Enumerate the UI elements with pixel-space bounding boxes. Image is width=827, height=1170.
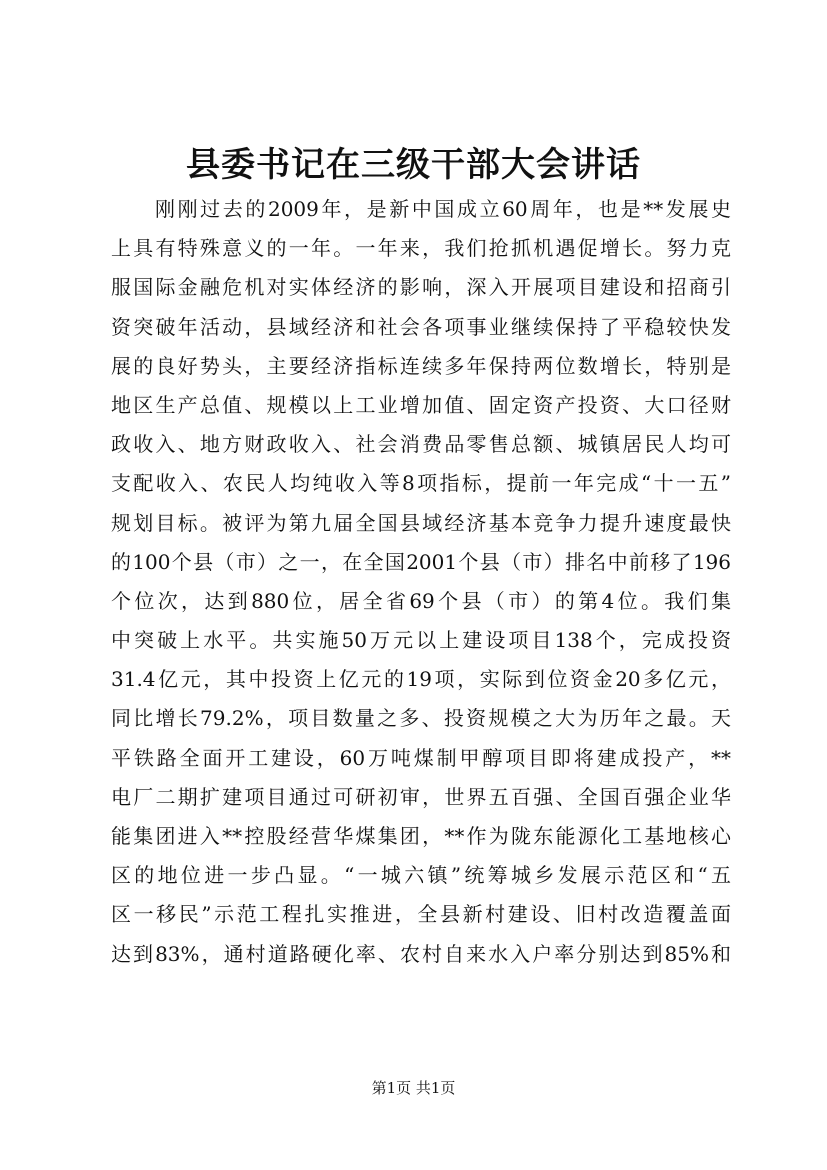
body-line: 区的地位进一步凸显。“一城六镇”统筹城乡发展示范区和“五 xyxy=(111,863,731,888)
body-line: 支配收入、农民人均纯收入等8项指标，提前一年完成“十一五” xyxy=(111,471,731,496)
body-line: 刚刚过去的2009年，是新中国成立60周年，也是**发展史 xyxy=(155,197,731,221)
body-line: 上具有特殊意义的一年。一年来，我们抢抓机遇促增长。努力克 xyxy=(111,236,731,261)
body-line: 规划目标。被评为第九届全国县域经济基本竞争力提升速度最快 xyxy=(111,510,731,535)
body-line: 的100个县（市）之一，在全国2001个县（市）排名中前移了196 xyxy=(111,549,731,574)
document-body xyxy=(111,190,731,974)
body-line: 区一移民”示范工程扎实推进，全县新村建设、旧村改造覆盖面 xyxy=(111,902,731,927)
body-line: 中突破上水平。共实施50万元以上建设项目138个，完成投资 xyxy=(111,628,731,653)
body-line: 能集团进入**控股经营华煤集团，**作为陇东能源化工基地核心 xyxy=(111,824,731,848)
body-line: 达到83%，通村道路硬化率、农村自来水入户率分别达到85%和 xyxy=(111,941,731,966)
body-line: 展的良好势头，主要经济指标连续多年保持两位数增长，特别是 xyxy=(111,353,731,378)
body-line: 政收入、地方财政收入、社会消费品零售总额、城镇居民人均可 xyxy=(111,432,731,457)
body-line: 31.4亿元，其中投资上亿元的19项，实际到位资金20多亿元， xyxy=(111,667,731,692)
document-title: 县委书记在三级干部大会讲话 xyxy=(186,145,641,185)
body-line: 服国际金融危机对实体经济的影响，深入开展项目建设和招商引 xyxy=(111,275,731,300)
body-line: 地区生产总值、规模以上工业增加值、固定资产投资、大口径财 xyxy=(111,392,731,417)
body-line: 电厂二期扩建项目通过可研初审，世界五百强、全国百强企业华 xyxy=(111,784,731,809)
body-line: 资突破年活动，县域经济和社会各项事业继续保持了平稳较快发 xyxy=(111,314,731,339)
body-line: 平铁路全面开工建设，60万吨煤制甲醇项目即将建成投产，** xyxy=(111,745,731,770)
page-footer: 第1页 共1页 xyxy=(371,1079,456,1097)
body-line: 同比增长79.2%，项目数量之多、投资规模之大为历年之最。天 xyxy=(111,706,731,731)
body-line: 个位次，达到880位，居全省69个县（市）的第4位。我们集 xyxy=(111,588,731,613)
